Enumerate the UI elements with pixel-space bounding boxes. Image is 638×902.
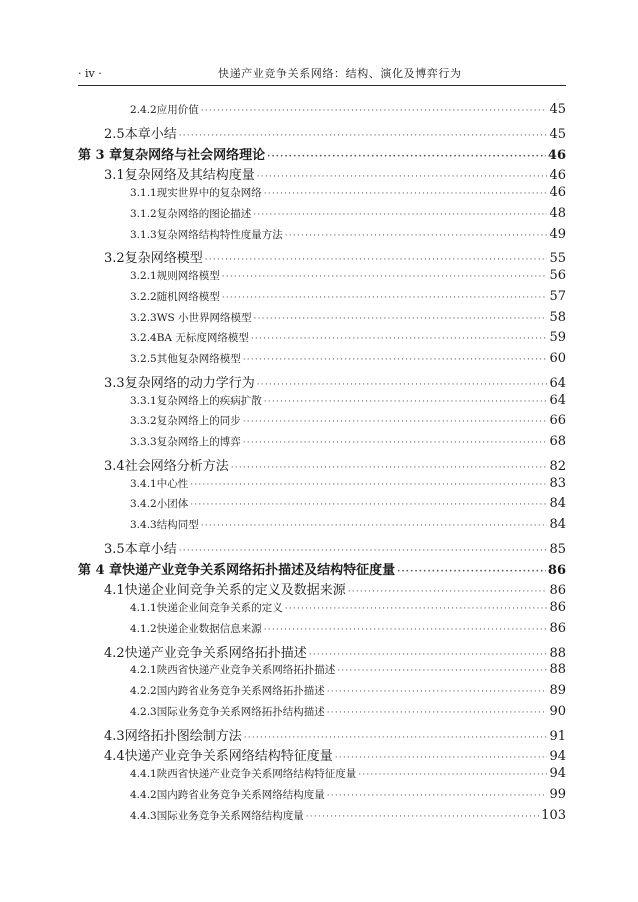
dot-leader: [243, 355, 548, 365]
toc-entry-title: 复杂网络与社会网络理论: [122, 147, 266, 163]
toc-entry[interactable]: [0, 123, 566, 143]
toc-entry-number: 4.4.1: [130, 768, 157, 780]
toc-entry-page: 46: [547, 147, 566, 163]
toc-entry[interactable]: [0, 808, 566, 828]
toc-entry-title: 快递产业竞争关系网络拓扑描述及结构特征度量: [122, 562, 396, 578]
toc-entry-title: 快递企业间竞争关系的定义: [156, 602, 283, 614]
dot-leader: [358, 770, 547, 780]
toc-entry-title: 国内跨省业务竞争关系网络结构度量: [156, 788, 325, 801]
toc-entry[interactable]: [0, 704, 566, 724]
dot-leader: [244, 733, 548, 743]
toc-entry-title: 小团体: [156, 498, 189, 511]
dot-leader: [327, 708, 548, 718]
toc-entry-page: 55: [549, 251, 566, 267]
toc-entry-number: 4.2.1: [130, 664, 157, 677]
toc-entry-title: 陕西省快递产业竞争关系网络结构特征度量: [156, 768, 357, 780]
dot-leader: [264, 625, 548, 635]
toc-entry-page: 48: [549, 205, 566, 221]
toc-entry-title: 复杂网络模型: [124, 251, 203, 267]
toc-entry-number: 3.4.3: [130, 519, 157, 531]
toc-entry-title: 应用价值: [156, 104, 199, 116]
toc-entry-title: 随机网络模型: [156, 290, 220, 303]
toc-entry-number: 4.2.3: [130, 705, 157, 718]
toc-entry-number: 3.1.3: [130, 228, 157, 241]
toc-entry-page: 85: [549, 541, 566, 557]
toc-entry[interactable]: [0, 621, 566, 641]
toc-entry-number: 第 4 章: [78, 562, 123, 578]
page-number: · iv ·: [78, 67, 102, 80]
toc-entry[interactable]: [0, 372, 566, 392]
toc-entry[interactable]: [0, 102, 566, 122]
toc-entry[interactable]: [0, 268, 566, 288]
dot-leader: [253, 210, 547, 220]
toc-entry[interactable]: [0, 642, 566, 662]
toc-entry-number: 3.4.1: [130, 477, 157, 490]
toc-entry-number: 3.2: [104, 251, 125, 267]
dot-leader: [337, 666, 547, 676]
toc-entry-title: 中心性: [156, 477, 189, 490]
toc-entry-title: 社会网络分析方法: [124, 458, 229, 474]
toc-entry[interactable]: [0, 476, 566, 496]
toc-entry-title: 快递企业数据信息来源: [156, 622, 262, 635]
toc-entry-title: 网络拓扑图绘制方法: [124, 728, 242, 744]
toc-entry[interactable]: [0, 413, 566, 433]
dot-leader: [327, 791, 548, 801]
toc-entry-number: 4.3: [104, 728, 125, 744]
toc-entry-number: 4.1.1: [130, 602, 157, 614]
toc-entry-title: 国际业务竞争关系网络拓扑结构描述: [156, 705, 325, 718]
toc-entry-title: 复杂网络及其结构度量: [124, 168, 255, 184]
toc-entry[interactable]: [0, 787, 566, 807]
toc-entry[interactable]: [0, 185, 566, 205]
running-header: [78, 67, 566, 86]
toc-entry-number: 第 3 章: [78, 147, 123, 163]
toc-entry-title: 复杂网络结构特性度量方法: [156, 228, 283, 241]
toc-entry-page: 86: [549, 600, 566, 615]
toc-entry[interactable]: [0, 144, 566, 164]
dot-leader: [306, 812, 539, 822]
toc-entry-page: 45: [549, 126, 566, 142]
toc-entry-page: 86: [549, 620, 566, 636]
toc-entry-page: 46: [549, 168, 566, 184]
toc-entry[interactable]: [0, 579, 566, 599]
dot-leader: [257, 380, 548, 390]
toc-entry[interactable]: [0, 517, 566, 537]
dot-leader: [201, 106, 548, 116]
toc-entry[interactable]: [0, 745, 566, 765]
toc-entry-page: 86: [549, 583, 566, 599]
dot-leader: [179, 546, 548, 556]
toc-entry-title: 快递产业竞争关系网络结构特征度量: [124, 749, 333, 765]
toc-entry-number: 3.3.2: [130, 415, 157, 428]
toc-entry-number: 3.1.2: [130, 207, 157, 220]
dot-leader: [205, 255, 548, 265]
toc-entry[interactable]: [0, 206, 566, 226]
toc-entry-title: 国际业务竞争关系网络结构度量: [156, 809, 304, 822]
toc-entry[interactable]: [0, 496, 566, 516]
toc-entry-title: BA 无标度网络模型: [156, 332, 249, 345]
toc-entry[interactable]: [0, 434, 566, 454]
toc-entry-title: 本章小结: [124, 126, 177, 142]
toc-entry-page: 64: [549, 392, 566, 408]
dot-leader: [231, 463, 548, 473]
toc-entry-number: 4.2.2: [130, 685, 157, 697]
toc-entry-number: 4.1: [104, 583, 125, 599]
toc-entry-title: 现实世界中的复杂网络: [156, 187, 262, 199]
dot-leader: [201, 521, 548, 531]
toc-entry-page: 56: [549, 268, 566, 283]
toc-entry-title: 规则网络模型: [156, 270, 220, 282]
toc-entry-title: 本章小结: [124, 541, 177, 557]
toc-entry-number: 4.1.2: [130, 622, 157, 635]
toc-entry-page: 58: [549, 309, 566, 325]
toc-entry[interactable]: [0, 600, 566, 620]
toc-entry[interactable]: [0, 247, 566, 267]
toc-entry-title: 陕西省快递产业竞争关系网络拓扑描述: [156, 664, 336, 677]
toc-entry[interactable]: [0, 683, 566, 703]
toc-entry-number: 2.5: [104, 126, 125, 142]
toc-entry-number: 3.1.1: [130, 187, 157, 199]
toc-entry-page: 66: [549, 413, 566, 429]
toc-entry-page: 64: [549, 375, 566, 391]
toc-entry-title: 结构同型: [156, 519, 199, 531]
dot-leader: [243, 438, 548, 448]
toc-entry-page: 84: [549, 496, 566, 512]
toc-entry-number: 4.4: [104, 749, 125, 765]
dot-leader: [257, 172, 548, 182]
dot-leader: [397, 567, 546, 577]
toc-entry-page: 46: [549, 185, 566, 200]
toc-entry-title: 复杂网络的图论描述: [156, 207, 252, 220]
toc-entry-page: 88: [549, 662, 566, 678]
dot-leader: [179, 131, 548, 141]
toc-entry-title: 复杂网络上的同步: [156, 415, 241, 428]
toc-entry-page: 94: [549, 766, 566, 781]
toc-entry-title: 其他复杂网络模型: [156, 353, 241, 365]
toc-entry-number: 2.4.2: [130, 104, 157, 116]
toc-entry-page: 60: [549, 351, 566, 366]
dot-leader: [190, 500, 547, 510]
toc-entry-page: 94: [549, 749, 566, 765]
toc-entry-page: 82: [549, 458, 566, 474]
dot-leader: [348, 587, 548, 597]
toc-entry-page: 86: [547, 562, 566, 578]
toc-entry-page: 49: [549, 226, 566, 242]
dot-leader: [267, 152, 546, 162]
book-title: 快递产业竞争关系网络：结构、演化及博弈行为: [218, 67, 462, 80]
toc-entry-number: 3.4.2: [130, 498, 157, 511]
toc-entry[interactable]: [0, 766, 566, 786]
toc-entry-number: 4.2: [104, 645, 125, 661]
toc-entry-number: 3.2.4: [130, 332, 157, 345]
dot-leader: [222, 272, 548, 282]
toc-entry[interactable]: [0, 289, 566, 309]
toc-entry-page: 68: [549, 434, 566, 449]
dot-leader: [190, 480, 547, 490]
toc-entry[interactable]: [0, 725, 566, 745]
toc-entry-number: 3.3.3: [130, 436, 157, 448]
toc-entry-page: 103: [541, 807, 566, 823]
toc-entry-page: 59: [549, 330, 566, 346]
toc-entry[interactable]: [0, 164, 566, 184]
toc-entry-number: 3.2.1: [130, 270, 157, 282]
toc-entry-number: 4.4.3: [130, 809, 157, 822]
toc-entry-number: 3.3.1: [130, 394, 157, 407]
toc-entry-number: 3.1: [104, 168, 125, 184]
toc-entry[interactable]: [0, 559, 566, 579]
toc-entry-page: 83: [549, 475, 566, 491]
toc-entry[interactable]: [0, 351, 566, 371]
toc-entry-title: 复杂网络的动力学行为: [124, 375, 255, 391]
toc-entry[interactable]: [0, 455, 566, 475]
toc-entry-number: 3.2.3: [130, 311, 157, 324]
toc-entry-number: 3.2.5: [130, 353, 157, 365]
dot-leader: [335, 753, 548, 763]
dot-leader: [254, 314, 548, 324]
toc-entry-page: 91: [549, 728, 566, 744]
toc-entry-page: 57: [549, 288, 566, 304]
dot-leader: [251, 334, 548, 344]
dot-leader: [264, 189, 548, 199]
toc-entry-page: 89: [549, 683, 566, 698]
toc-entry-number: 4.4.2: [130, 788, 157, 801]
dot-leader: [327, 687, 548, 697]
toc-entry-title: 快递产业竞争关系网络拓扑描述: [124, 645, 307, 661]
toc-entry-page: 45: [549, 102, 566, 117]
toc-entry-page: 84: [549, 517, 566, 532]
dot-leader: [285, 604, 548, 614]
dot-leader: [222, 293, 548, 303]
toc-entry-number: 3.2.2: [130, 290, 157, 303]
toc-entry[interactable]: [0, 538, 566, 558]
dot-leader: [264, 397, 548, 407]
toc-entry[interactable]: [0, 393, 566, 413]
toc-entry-title: 国内跨省业务竞争关系网络拓扑描述: [156, 685, 325, 697]
toc-entry-title: 复杂网络上的疾病扩散: [156, 394, 262, 407]
toc-entry-number: 3.3: [104, 375, 125, 391]
toc-entry-page: 88: [549, 645, 566, 661]
toc-entry[interactable]: [0, 662, 566, 682]
dot-leader: [285, 231, 548, 241]
toc-entry[interactable]: [0, 310, 566, 330]
toc-entry-number: 3.5: [104, 541, 125, 557]
toc-entry-title: WS 小世界网络模型: [156, 311, 252, 324]
toc-entry-page: 90: [549, 703, 566, 719]
toc-entry-title: 快递企业间竞争关系的定义及数据来源: [124, 583, 346, 599]
toc-entry[interactable]: [0, 330, 566, 350]
toc-entry[interactable]: [0, 227, 566, 247]
toc-entry-page: 99: [549, 786, 566, 802]
toc-entry-title: 复杂网络上的博弈: [156, 436, 241, 448]
dot-leader: [309, 650, 548, 660]
toc-entry-number: 3.4: [104, 458, 125, 474]
dot-leader: [243, 417, 548, 427]
